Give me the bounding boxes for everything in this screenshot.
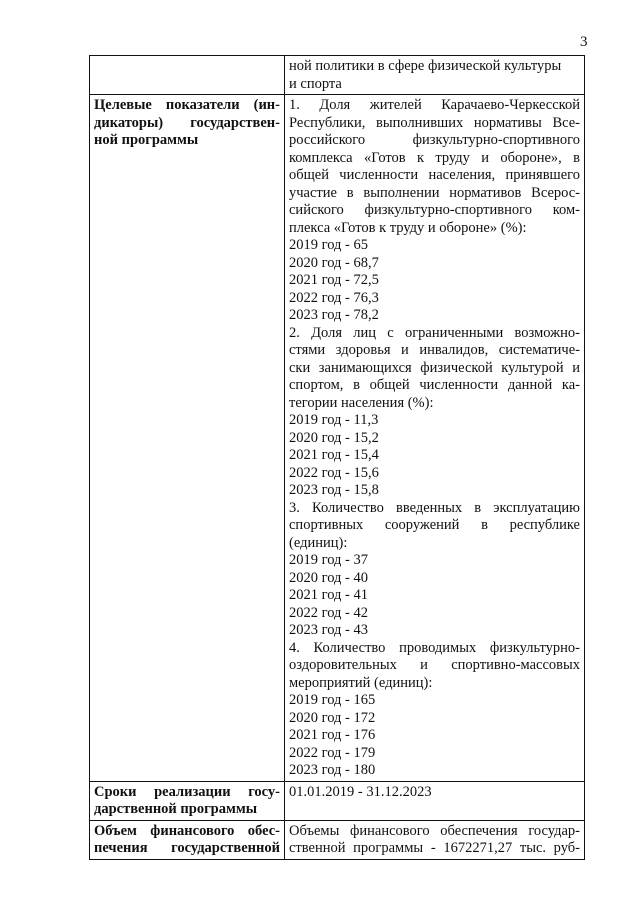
indicator-value: 2022 год - 76,3 [289, 289, 379, 306]
continuation-label-cell [90, 56, 285, 95]
indicator-value: 2020 год - 68,7 [289, 254, 379, 271]
terms-label-cell [90, 781, 285, 820]
finance-label-cell [90, 820, 285, 859]
program-passport-table [89, 55, 585, 860]
indicator-value: 2021 год - 15,4 [289, 447, 379, 463]
indicator-value: 2022 год - 42 [289, 604, 368, 621]
continuation-line: ной политики в сфере физической культуры [289, 58, 562, 74]
indicator-block [289, 97, 580, 325]
indicator-value: 2021 год - 72,5 [289, 272, 379, 288]
indicator-title-line: сийского физкультурно-спортивного ком- [289, 202, 580, 218]
finance-label-line: печения государственной [94, 840, 280, 856]
terms-value-cell [285, 781, 585, 820]
indicator-block [289, 325, 580, 500]
indicators-label-line: дикаторы) государствен- [94, 114, 280, 131]
terms-label-line: Сроки реализации госу- [94, 783, 280, 800]
indicators-label-cell [90, 95, 285, 782]
indicator-title-line: общей численности населения, принявшего [289, 167, 580, 183]
indicator-title-line: 2. Доля лиц с ограниченными возможно- [289, 324, 580, 341]
indicator-value: 2019 год - 37 [289, 552, 368, 568]
indicators-label-line: ной программы [94, 132, 199, 148]
indicator-value: 2020 год - 40 [289, 569, 368, 586]
continuation-line: и спорта [289, 75, 342, 92]
indicator-value: 2021 год - 176 [289, 727, 376, 743]
indicators-label-line: Целевые показатели (ин- [94, 97, 280, 113]
indicators-value-cell [285, 95, 585, 782]
continuation-value-cell [285, 56, 585, 95]
finance-value-cell [285, 820, 585, 859]
terms-value: 01.01.2019 - 31.12.2023 [289, 783, 432, 800]
indicator-value: 2023 год - 180 [289, 762, 376, 778]
indicator-block [289, 640, 580, 780]
indicator-value: 2019 год - 165 [289, 692, 376, 708]
indicator-value: 2019 год - 65 [289, 237, 368, 253]
indicator-title-line: 1. Доля жителей Карачаево-Черкесской [289, 97, 580, 113]
indicator-title-line: российского физкультурно-спортивного [289, 132, 580, 148]
indicator-value: 2020 год - 172 [289, 709, 376, 726]
indicator-title-line: спортивных сооружений в республике [289, 517, 580, 533]
indicator-block [289, 500, 580, 640]
indicator-value: 2021 год - 41 [289, 587, 368, 603]
indicator-title-line: 3. Количество введенных в эксплуатацию [289, 499, 580, 516]
indicator-title-line: (единиц): [289, 534, 348, 551]
indicator-title-line: спортом, в общей численности данной ка- [289, 377, 580, 393]
terms-label-line: дарственной программы [94, 801, 258, 817]
table-row-finance [90, 820, 585, 859]
indicator-title-line: оздоровительных и спортивно-массовых [289, 657, 580, 673]
finance-value-line: Объемы финансового обеспечения государ- [289, 822, 580, 839]
indicator-title-line: тегории населения (%): [289, 394, 434, 411]
finance-label-line: Объем финансового обес- [94, 822, 280, 839]
page-number: 3 [580, 34, 588, 50]
indicator-title-line: участие в выполнении нормативов Всерос- [289, 184, 580, 201]
table-row-terms [90, 781, 585, 820]
indicator-value: 2023 год - 15,8 [289, 482, 379, 498]
indicator-value: 2019 год - 11,3 [289, 412, 379, 428]
indicator-value: 2022 год - 179 [289, 744, 376, 761]
indicator-value: 2020 год - 15,2 [289, 429, 379, 446]
indicator-title-line: комплекса «Готов к труду и обороне», в [289, 149, 580, 166]
indicator-title-line: мероприятий (единиц): [289, 674, 433, 691]
indicator-value: 2023 год - 43 [289, 622, 368, 638]
indicator-title-line: Республики, выполнивших нормативы Все- [289, 114, 580, 131]
table-row-continuation [90, 56, 585, 95]
table-row-indicators [90, 95, 585, 782]
indicator-title-line: плекса «Готов к труду и обороне» (%): [289, 219, 527, 236]
indicator-value: 2023 год - 78,2 [289, 307, 379, 323]
indicator-title-line: 4. Количество проводимых физкультурно- [289, 639, 580, 656]
indicator-value: 2022 год - 15,6 [289, 464, 379, 481]
indicator-title-line: стями здоровья и инвалидов, систематиче- [289, 342, 580, 358]
indicator-title-line: ски занимающихся физической культурой и [289, 359, 580, 376]
finance-value-line: ственной программы - 1672271,27 тыс. руб- [289, 840, 580, 856]
